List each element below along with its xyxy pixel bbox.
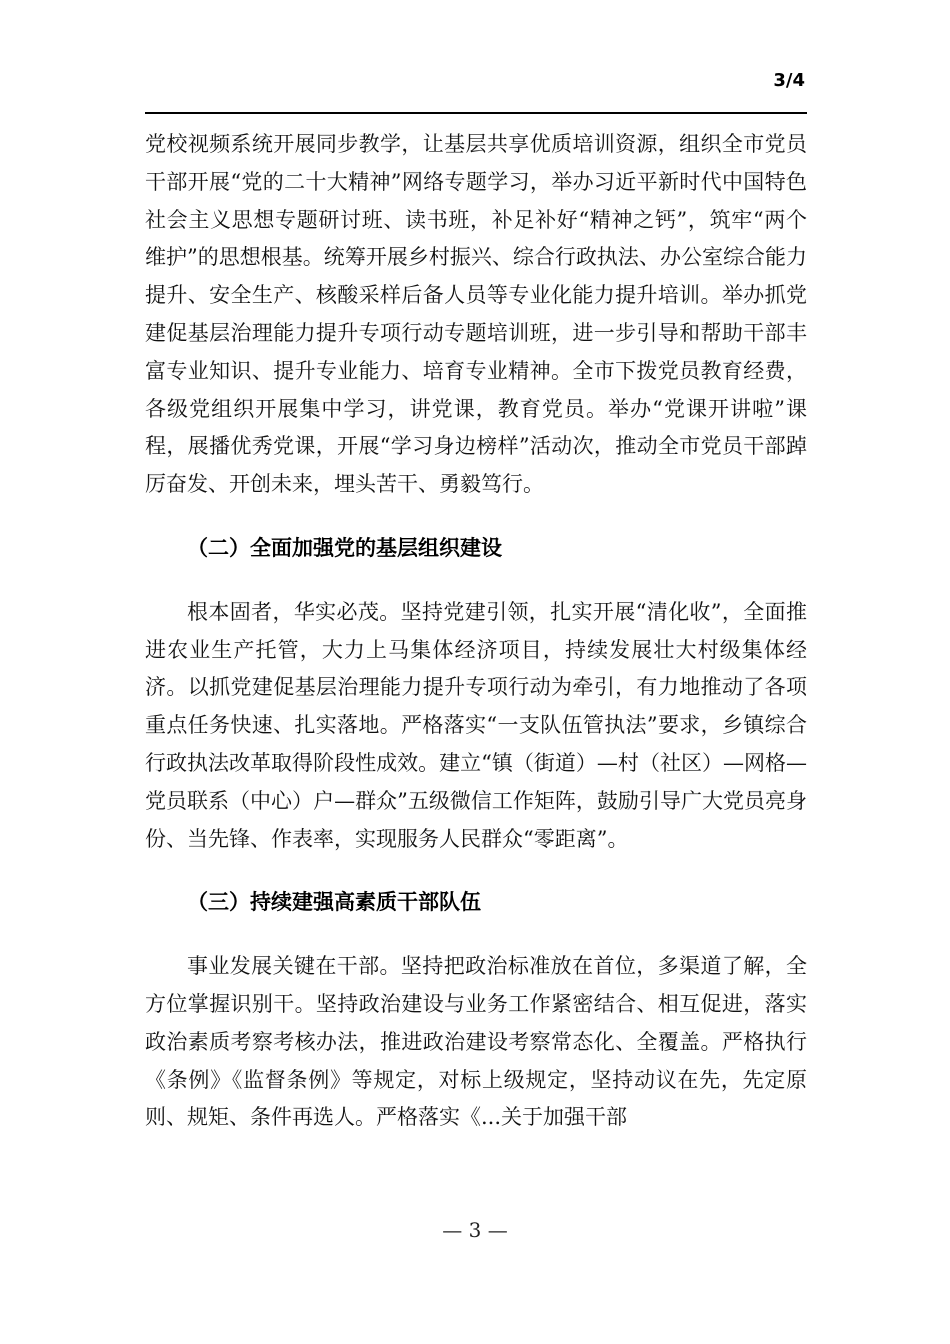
body-paragraph: 党校视频系统开展同步教学，让基层共享优质培训资源，组织全市党员干部开展“党的二十大精神”网络专题学习，举办习近平新时代中国特色社会主义思想专题研讨班、读书班，补足补好“精神之钙”，筑牢“两个维护”的思想根基。统筹开展乡村振兴、综合行政执法、办公室综合能力提升、安全生产、核酸采样后备人员等专业化能力提升培训。举办抓党建促基层治理能力提升专项行动专题培训班，进一步引导和帮助干部丰富专业知识、提升专业能力、培育专业精神。全市下拨党员教育经费，各级党组织开展集中学习，讲党课，教育党员。举办“党课开讲啦”课程，展播优秀党课，开展“学习身边榜样”活动次，推动全市党员干部踔厉奋发、开创未来，埋头苦干、勇毅笃行。 — [145, 132, 807, 497]
section-heading: （三）持续建强高素质干部队伍 — [187, 890, 481, 915]
page-counter: 3/4 — [773, 70, 805, 91]
body-paragraph: 根本固者，华实必茂。坚持党建引领，扎实开展“清化收”，全面推进农业生产托管，大力上马集体经济项目，持续发展壮大村级集体经济。以抓党建促基层治理能力提升专项行动为牵引，有力地推动了各项重点任务快速、扎实落地。严格落实“一支队伍管执法”要求，乡镇综合行政执法改革取得阶段性成效。建立“镇（街道）—村（社区）—网格—党员联系（中心）户—群众”五级微信工作矩阵，鼓励引导广大党员亮身份、当先锋、作表率，实现服务人民群众“零距离”。 — [145, 599, 807, 851]
footer-page-number: — 3 — — [442, 1218, 508, 1242]
header-rule — [145, 112, 807, 114]
document-body — [145, 126, 807, 1137]
section-heading: （二）全面加强党的基层组织建设 — [187, 535, 502, 560]
body-paragraph: 事业发展关键在干部。坚持把政治标准放在首位，多渠道了解，全方位掌握识别干。坚持政治建设与业务工作紧密结合、相互促进，落实政治素质考察考核办法，推进政治建设考察常态化、全覆盖。严格执行《条例》《监督条例》等规定，对标上级规定，坚持动议在先，先定原则、规矩、条件再选人。严格落实《...关于加强干部 — [145, 954, 807, 1130]
